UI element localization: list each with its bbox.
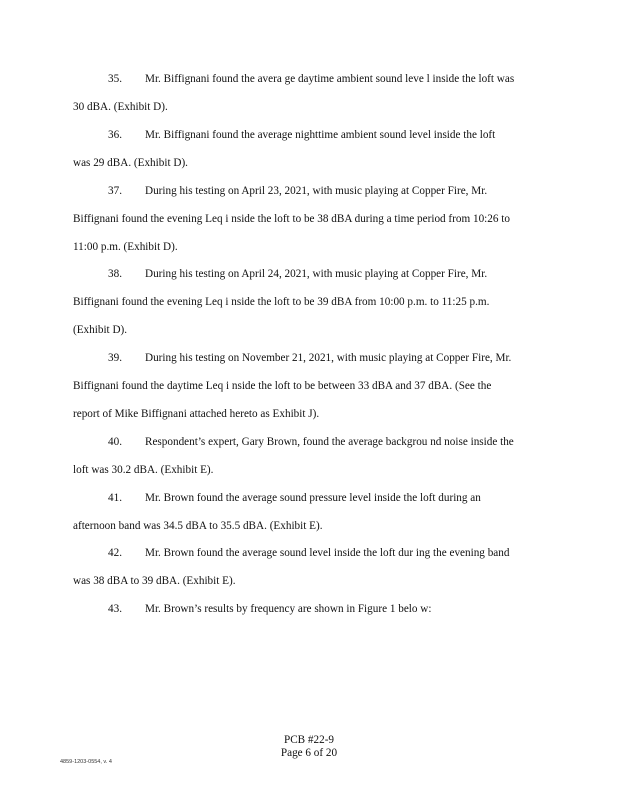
paragraph-number: 39. [108, 352, 122, 364]
document-id: 4859-1203-0554, v. 4 [60, 759, 112, 765]
paragraph-line: Biffignani found the evening Leq i nside the loft to be 38 dBA during a time period from 10:26 to [73, 213, 510, 225]
paragraph-line: was 29 dBA. (Exhibit D). [73, 157, 188, 169]
paragraph-line: Biffignani found the daytime Leq i nside the loft to be between 33 dBA and 37 dBA. (See the [73, 380, 492, 392]
paragraph-line: report of Mike Biffignani attached hereto as Exhibit J). [73, 408, 320, 420]
paragraph-line: 30 dBA. (Exhibit D). [73, 101, 168, 113]
paragraph-number: 43. [108, 603, 122, 615]
page-number: Page 6 of 20 [280, 747, 338, 759]
paragraph-line: loft was 30.2 dBA. (Exhibit E). [73, 464, 214, 476]
paragraph-line: During his testing on November 21, 2021, with music playing at Copper Fire, Mr. [145, 352, 512, 364]
paragraph-line: was 38 dBA to 39 dBA. (Exhibit E). [73, 575, 236, 587]
paragraph-line: During his testing on April 23, 2021, with music playing at Copper Fire, Mr. [145, 185, 488, 197]
paragraph-number: 40. [108, 436, 122, 448]
paragraph-line: Mr. Biffignani found the avera ge daytime ambient sound leve l inside the loft was [145, 73, 515, 85]
paragraph-line: Biffignani found the evening Leq i nside the loft to be 39 dBA from 10:00 p.m. to 11:25 p.m. [73, 296, 490, 308]
paragraph-line: afternoon band was 34.5 dBA to 35.5 dBA. (Exhibit E). [73, 520, 323, 532]
paragraph-number: 38. [108, 268, 122, 280]
paragraph-number: 35. [108, 73, 122, 85]
paragraph-line: Mr. Biffignani found the average nighttime ambient sound level inside the loft [145, 129, 496, 141]
paragraph-number: 41. [108, 492, 122, 504]
paragraph-line: Respondent’s expert, Gary Brown, found the average backgrou nd noise inside the [145, 436, 514, 448]
paragraph-number: 36. [108, 129, 122, 141]
paragraph-line: Mr. Brown found the average sound pressure level inside the loft during an [145, 492, 481, 504]
paragraph-line: Mr. Brown found the average sound level inside the loft dur ing the evening band [145, 547, 510, 559]
paragraph-number: 42. [108, 547, 122, 559]
paragraph-line: Mr. Brown’s results by frequency are shown in Figure 1 belo w: [145, 603, 432, 615]
paragraph-line: (Exhibit D). [73, 324, 128, 336]
paragraph-number: 37. [108, 185, 122, 197]
case-number: PCB #22-9 [283, 734, 335, 746]
paragraph-line: During his testing on April 24, 2021, with music playing at Copper Fire, Mr. [145, 268, 488, 280]
paragraph-line: 11:00 p.m. (Exhibit D). [73, 241, 178, 253]
